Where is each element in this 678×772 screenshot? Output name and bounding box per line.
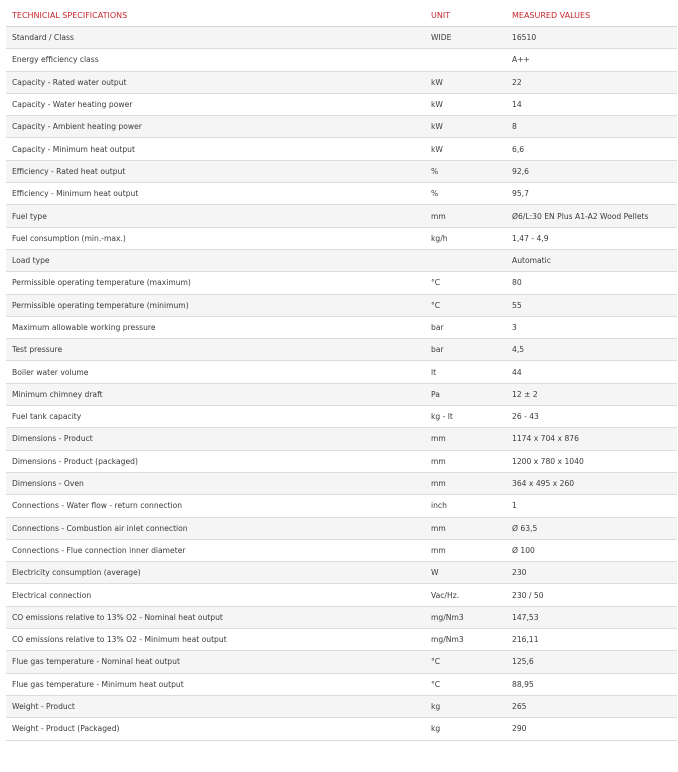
value-cell: Ø 100: [506, 539, 677, 561]
unit-cell: %: [425, 183, 506, 205]
spec-cell: Capacity - Water heating power: [6, 93, 425, 115]
value-cell: 55: [506, 294, 677, 316]
unit-cell: mm: [425, 472, 506, 494]
value-cell: 95,7: [506, 183, 677, 205]
value-cell: 216,11: [506, 629, 677, 651]
unit-cell: bar: [425, 339, 506, 361]
value-cell: 22: [506, 71, 677, 93]
spec-cell: Dimensions - Product (packaged): [6, 450, 425, 472]
header-row: [6, 4, 677, 27]
unit-cell: kW: [425, 93, 506, 115]
table-row: [6, 27, 677, 49]
value-cell: 26 - 43: [506, 406, 677, 428]
spec-cell: Dimensions - Oven: [6, 472, 425, 494]
spec-cell: Permissible operating temperature (minimum): [6, 294, 425, 316]
spec-cell: Load type: [6, 249, 425, 271]
value-cell: Ø 63,5: [506, 517, 677, 539]
value-cell: 1174 x 704 x 876: [506, 428, 677, 450]
table-row: [6, 718, 677, 740]
value-cell: 265: [506, 695, 677, 717]
spec-cell: Flue gas temperature - Minimum heat output: [6, 673, 425, 695]
table-row: [6, 629, 677, 651]
unit-cell: lt: [425, 361, 506, 383]
table-row: [6, 651, 677, 673]
table-row: [6, 562, 677, 584]
unit-cell: °C: [425, 272, 506, 294]
unit-cell: kg: [425, 695, 506, 717]
spec-cell: Test pressure: [6, 339, 425, 361]
spec-cell: Efficiency - Rated heat output: [6, 160, 425, 182]
value-cell: 230: [506, 562, 677, 584]
table-row: [6, 673, 677, 695]
unit-cell: mg/Nm3: [425, 606, 506, 628]
value-cell: 1: [506, 495, 677, 517]
header-unit: UNIT: [425, 4, 506, 27]
table-row: [6, 249, 677, 271]
unit-cell: %: [425, 160, 506, 182]
spec-cell: Electricity consumption (average): [6, 562, 425, 584]
spec-cell: Weight - Product: [6, 695, 425, 717]
value-cell: 16510: [506, 27, 677, 49]
table-row: [6, 517, 677, 539]
unit-cell: °C: [425, 294, 506, 316]
spec-cell: CO emissions relative to 13% O2 - Minimum heat output: [6, 629, 425, 651]
value-cell: 1,47 - 4,9: [506, 227, 677, 249]
table-row: [6, 339, 677, 361]
spec-table-body: [6, 27, 677, 741]
spec-cell: Efficiency - Minimum heat output: [6, 183, 425, 205]
table-row: [6, 428, 677, 450]
value-cell: 44: [506, 361, 677, 383]
unit-cell: °C: [425, 651, 506, 673]
value-cell: A++: [506, 49, 677, 71]
spec-table-header: [6, 4, 677, 27]
unit-cell: mm: [425, 539, 506, 561]
unit-cell: kW: [425, 116, 506, 138]
value-cell: 6,6: [506, 138, 677, 160]
spec-cell: Connections - Water flow - return connection: [6, 495, 425, 517]
value-cell: 8: [506, 116, 677, 138]
spec-cell: Standard / Class: [6, 27, 425, 49]
value-cell: 125,6: [506, 651, 677, 673]
unit-cell: mm: [425, 205, 506, 227]
table-row: [6, 160, 677, 182]
value-cell: 1200 x 780 x 1040: [506, 450, 677, 472]
table-row: [6, 584, 677, 606]
value-cell: 3: [506, 316, 677, 338]
table-row: [6, 272, 677, 294]
value-cell: Ø6/L:30 EN Plus A1-A2 Wood Pellets: [506, 205, 677, 227]
spec-cell: Connections - Combustion air inlet connection: [6, 517, 425, 539]
value-cell: 290: [506, 718, 677, 740]
value-cell: 80: [506, 272, 677, 294]
table-row: [6, 138, 677, 160]
spec-cell: CO emissions relative to 13% O2 - Nominal heat output: [6, 606, 425, 628]
value-cell: 4,5: [506, 339, 677, 361]
table-row: [6, 316, 677, 338]
unit-cell: mm: [425, 517, 506, 539]
value-cell: 147,53: [506, 606, 677, 628]
table-row: [6, 495, 677, 517]
spec-table: [6, 4, 677, 741]
table-row: [6, 294, 677, 316]
unit-cell: mm: [425, 428, 506, 450]
unit-cell: kg - lt: [425, 406, 506, 428]
spec-cell: Fuel tank capacity: [6, 406, 425, 428]
spec-cell: Flue gas temperature - Nominal heat output: [6, 651, 425, 673]
unit-cell: bar: [425, 316, 506, 338]
table-row: [6, 93, 677, 115]
table-row: [6, 71, 677, 93]
spec-cell: Capacity - Minimum heat output: [6, 138, 425, 160]
unit-cell: inch: [425, 495, 506, 517]
unit-cell: W: [425, 562, 506, 584]
unit-cell: [425, 49, 506, 71]
spec-cell: Connections - Flue connection inner diameter: [6, 539, 425, 561]
table-row: [6, 539, 677, 561]
value-cell: 12 ± 2: [506, 383, 677, 405]
value-cell: 364 x 495 x 260: [506, 472, 677, 494]
unit-cell: Vac/Hz.: [425, 584, 506, 606]
spec-cell: Weight - Product (Packaged): [6, 718, 425, 740]
table-row: [6, 227, 677, 249]
table-row: [6, 361, 677, 383]
header-spec: TECHNICIAL SPECIFICATIONS: [6, 4, 425, 27]
spec-cell: Energy efficiency class: [6, 49, 425, 71]
spec-cell: Capacity - Ambient heating power: [6, 116, 425, 138]
spec-cell: Permissible operating temperature (maximum): [6, 272, 425, 294]
unit-cell: WIDE: [425, 27, 506, 49]
spec-cell: Electrical connection: [6, 584, 425, 606]
unit-cell: Pa: [425, 383, 506, 405]
table-row: [6, 116, 677, 138]
unit-cell: mm: [425, 450, 506, 472]
table-row: [6, 383, 677, 405]
unit-cell: mg/Nm3: [425, 629, 506, 651]
value-cell: 230 / 50: [506, 584, 677, 606]
unit-cell: kW: [425, 138, 506, 160]
spec-cell: Minimum chimney draft: [6, 383, 425, 405]
value-cell: 14: [506, 93, 677, 115]
unit-cell: kW: [425, 71, 506, 93]
spec-cell: Fuel type: [6, 205, 425, 227]
table-row: [6, 406, 677, 428]
unit-cell: kg/h: [425, 227, 506, 249]
table-row: [6, 472, 677, 494]
table-row: [6, 695, 677, 717]
spec-cell: Capacity - Rated water output: [6, 71, 425, 93]
header-value: MEASURED VALUES: [506, 4, 677, 27]
spec-cell: Fuel consumption (min.-max.): [6, 227, 425, 249]
table-row: [6, 205, 677, 227]
table-row: [6, 49, 677, 71]
spec-cell: Dimensions - Product: [6, 428, 425, 450]
unit-cell: [425, 249, 506, 271]
table-row: [6, 606, 677, 628]
unit-cell: °C: [425, 673, 506, 695]
unit-cell: kg: [425, 718, 506, 740]
value-cell: 88,95: [506, 673, 677, 695]
value-cell: Automatic: [506, 249, 677, 271]
table-row: [6, 183, 677, 205]
spec-cell: Maximum allowable working pressure: [6, 316, 425, 338]
value-cell: 92,6: [506, 160, 677, 182]
table-row: [6, 450, 677, 472]
spec-cell: Boiler water volume: [6, 361, 425, 383]
